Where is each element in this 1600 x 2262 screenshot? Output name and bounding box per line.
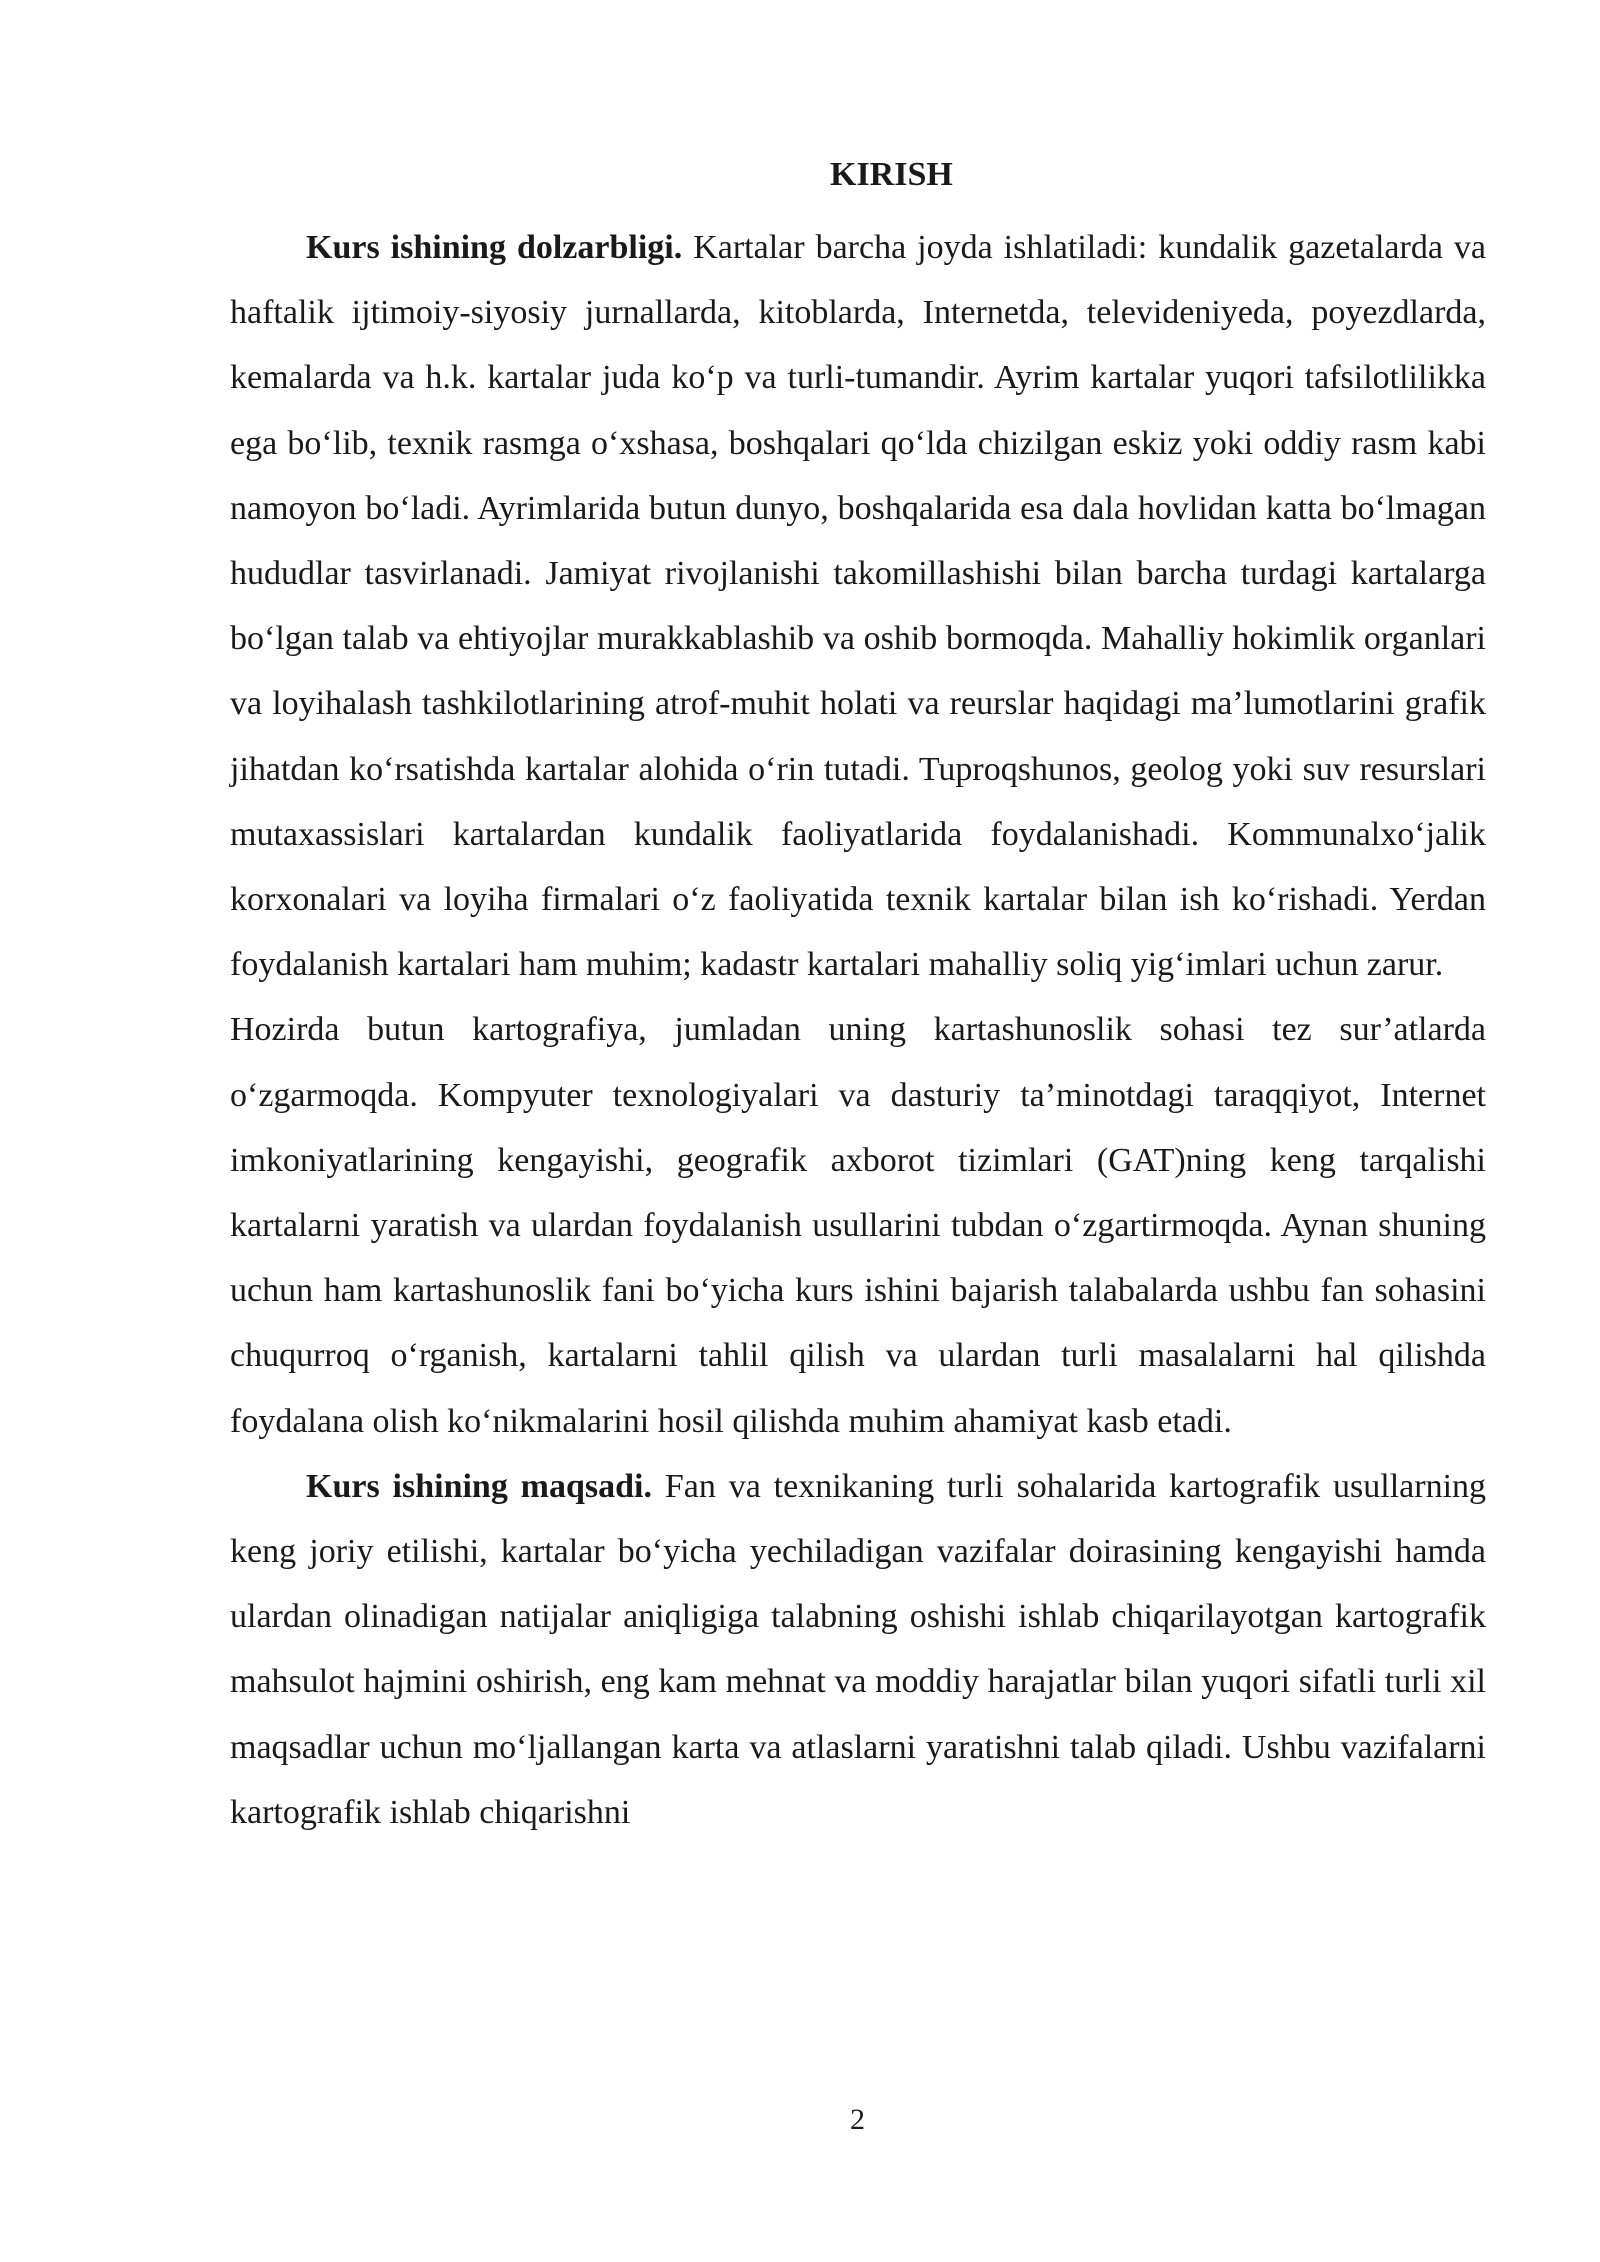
paragraph-text: Hozirda butun kartografiya, jumladan uning kartashunoslik sohasi tez sur’atlarda o‘zgarmoqda. Kompyuter texnologiyalari va dasturiy ta’minotdagi taraqqiyot, Internet imkoniyatlarining kengayishi, geografik axborot tizimlari (GAT)ning keng tarqalishi kartalarni yaratish va ulardan foydalanish usullarini tubdan o‘zgartirmoqda. Aynan shuning uchun ham kartashunoslik fani bo‘yicha kurs ishini bajarish talabalarda ushbu fan sohasini chuqurroq o‘rganish, kartalarni tahlil qilish va ulardan turli masalalarni hal qilishda foydalana olish ko‘nikmalarini hosil qilishda muhim ahamiyat kasb etadi. xyxy=(230,1011,1486,1440)
paragraph-cartography xyxy=(230,997,1486,1453)
paragraph-text: Kartalar barcha joyda ishlatiladi: kundalik gazetalarda va haftalik ijtimoiy-siyosiy jurnallarda, kitoblarda, Internetda, televideniyeda, poyezdlarda, kemalarda va h.k. kartalar juda ko‘p va turli-tumandir. Ayrim kartalar yuqori tafsilotlilikka ega bo‘lib, texnik rasmga o‘xshasa, boshqalari qo‘lda chizilgan eskiz yoki oddiy rasm kabi namoyon bo‘ladi. Ayrimlarida butun dunyo, boshqalarida esa dala hovlidan katta bo‘lmagan hududlar tasvirlanadi. Jamiyat rivojlanishi takomillashishi bilan barcha turdagi kartalarga bo‘lgan talab va ehtiyojlar murakkablashib va oshib bormoqda. Mahalliy hokimlik organlari va loyihalash tashkilotlarining atrof-muhit holati va reurslar haqidagi ma’lumotlarini grafik jihatdan ko‘rsatishda kartalar alohida o‘rin tutadi. Tuproqshunos, geolog yoki suv resurslari mutaxassislari kartalardan kundalik faoliyatlarida foydalanishadi. Kommunalxo‘jalik korxonalari va loyiha firmalari o‘z faoliyatida texnik kartalar bilan ish ko‘rishadi. Yerdan foydalanish kartalari ham muhim; kadastr kartalari mahalliy soliq yig‘imlari uchun zarur. xyxy=(230,229,1486,984)
paragraph-text: Fan va texnikaning turli sohalarida kartografik usullarning keng joriy etilishi, kartalar bo‘yicha yechiladigan vazifalar doirasining kengayishi hamda ulardan olinadigan natijalar aniqligiga talabning oshishi ishlab chiqarilayotgan kartografik mahsulot hajmini oshirish, eng kam mehnat va moddiy harajatlar bilan yuqori sifatli turli xil maqsadlar uchun mo‘ljallangan karta va atlaslarni yaratishni talab qiladi. Ushbu vazifalarni kartografik ishlab chiqarishni xyxy=(230,1467,1487,1831)
document-body xyxy=(230,215,1486,1845)
paragraph-relevance xyxy=(230,215,1486,997)
paragraph-title: Kurs ishining maqsadi. xyxy=(306,1467,653,1505)
paragraph-title: Kurs ishining dolzarbligi. xyxy=(306,229,683,266)
paragraph-goal xyxy=(230,1454,1486,1845)
section-heading-text: KIRISH xyxy=(830,156,953,193)
page-number-text: 2 xyxy=(850,2103,865,2136)
